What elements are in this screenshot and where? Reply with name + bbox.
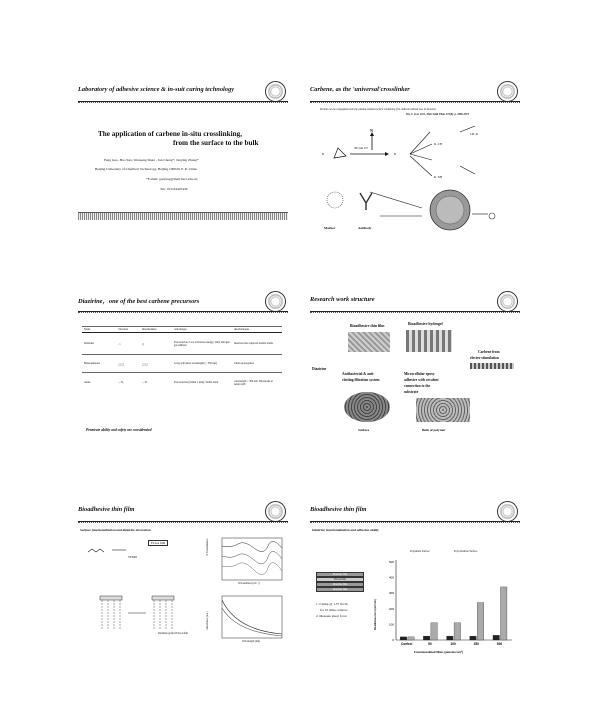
talk-title-line2: from the surface to the bulk bbox=[173, 139, 259, 147]
university-seal-icon bbox=[497, 81, 518, 102]
path-2 bbox=[410, 144, 432, 154]
footer-band bbox=[78, 212, 288, 220]
brush-chains-2 bbox=[154, 600, 172, 630]
slide-header: Carbene, as the 'universal'crosslinker bbox=[310, 86, 410, 93]
header-rule bbox=[78, 101, 288, 103]
carbene-label: Carbene from bbox=[478, 350, 500, 354]
r2-label: R bbox=[394, 152, 397, 156]
row-name: Azide bbox=[82, 373, 116, 393]
step-1b: for 10 mins, remove bbox=[320, 608, 348, 612]
slide-header: Diazirine，one of the best carbene precursors bbox=[78, 298, 200, 305]
monomer-glyph bbox=[88, 549, 104, 552]
brush-chains-1 bbox=[102, 600, 120, 630]
bar-polydiazirine-50 bbox=[431, 623, 437, 640]
chart-xlabel: Functionalized films (μmoles/cm²) bbox=[414, 650, 464, 654]
epoxy-label-4: substrate bbox=[404, 390, 419, 394]
telephone: Tel.: 010-64425439 bbox=[160, 187, 188, 191]
affiliation: Beijing University of Chemical Technology, Beijing 100029, P. R. China bbox=[95, 167, 198, 171]
uv-label: 365 nm UV bbox=[354, 146, 369, 150]
marker-molecule bbox=[327, 192, 343, 208]
slide-header: Research work structure bbox=[310, 296, 375, 303]
intermediate-glyph: ◯◯ bbox=[140, 355, 172, 373]
row-advantages: Long activation wavelength (~ 350 nm) bbox=[172, 355, 232, 373]
layer-3: Diazirine film bbox=[316, 582, 364, 587]
uv-trace-2 bbox=[222, 608, 282, 636]
protein-note: Protein can be conjugated onto the plasma-treated surface containing free radicals without loss its function. bbox=[320, 108, 437, 111]
electrode-image bbox=[470, 363, 514, 369]
row-disadvantages: Chain propagation bbox=[232, 355, 282, 373]
y-tick-label: 200 bbox=[388, 606, 394, 611]
y-tick-label: 100 bbox=[388, 622, 394, 627]
filter-disc-image bbox=[344, 392, 390, 422]
row-advantages: Fast reaction; Low activation energy; Only nitrogen gas emitted bbox=[172, 333, 232, 355]
diazirine-label: Diazirine bbox=[312, 367, 327, 371]
nh-label: R−NH bbox=[434, 175, 443, 179]
nanoparticle-core bbox=[436, 196, 464, 224]
chart-ylabel: Bioadhesion force (mN/cm²) bbox=[374, 599, 377, 630]
step-1: 1. Clamp @ 1.37 N/cm bbox=[316, 602, 348, 606]
header-rule bbox=[310, 101, 520, 103]
university-seal-icon bbox=[265, 291, 286, 312]
intermediate-glyph: ⟩⟨ bbox=[140, 333, 172, 355]
spectra-panels bbox=[216, 536, 286, 648]
structure-glyph: —N₃ bbox=[116, 373, 140, 393]
product-marker bbox=[489, 213, 495, 219]
email: *E-mail: guofeng@mail.buct.edu.cn; bbox=[146, 177, 199, 181]
row-advantages: Fast reaction (within 1 min); Stable bond bbox=[172, 373, 232, 393]
col-advantages: Advantages bbox=[172, 327, 232, 333]
bar-polyamine-50 bbox=[423, 636, 429, 640]
uv-ylabel: Absorbance (a.u.) bbox=[206, 611, 209, 630]
antibody-shape bbox=[360, 193, 372, 210]
row-name: Diazirine bbox=[82, 333, 116, 355]
assembly-arrow-2 bbox=[370, 192, 422, 208]
y-tick-label: 500 bbox=[388, 560, 394, 564]
r1-label: R bbox=[322, 152, 325, 156]
header-rule bbox=[78, 311, 288, 313]
slide-thin-film-surface bbox=[78, 500, 288, 660]
antibacterial-label: Antibacterial & anti- bbox=[342, 372, 375, 376]
structure-glyph: ◁ bbox=[116, 333, 140, 355]
ftir-trace-2 bbox=[222, 551, 282, 563]
ch2-label: R−CH bbox=[434, 142, 442, 146]
table-row bbox=[82, 333, 282, 355]
antibacterial-label-2: clotting filtration system bbox=[342, 378, 380, 382]
x-tick-label: 100 bbox=[450, 642, 456, 646]
legend-polydiazirine: Poly-diazirine Surface bbox=[454, 550, 478, 553]
slide-thin-film-adhesion bbox=[310, 500, 520, 660]
slide-title bbox=[78, 80, 288, 240]
adhesion-bar-chart bbox=[382, 556, 516, 650]
plga-box: PLGA film bbox=[148, 540, 168, 546]
row-disadvantages: Insertion into adjacent double bonds bbox=[232, 333, 282, 355]
bulk-label: Bulk of polymer bbox=[422, 428, 446, 432]
bar-polyamine-Control bbox=[400, 637, 406, 640]
legend-polyamine: Polyamine Surface bbox=[410, 550, 430, 553]
bar-polydiazirine-500 bbox=[500, 587, 506, 640]
ftir-xlabel: Wavenumber (cm⁻¹) bbox=[238, 582, 260, 585]
university-seal-icon bbox=[497, 291, 518, 312]
header-rule bbox=[310, 311, 520, 313]
bottom-label: Diazirine grafted PLGA film bbox=[158, 632, 188, 635]
epoxy-label: Microcellular epoxy bbox=[404, 372, 435, 376]
reaction-scheme bbox=[82, 538, 212, 638]
x-tick-label: 50 bbox=[428, 642, 432, 646]
university-seal-icon bbox=[265, 501, 286, 522]
university-seal-icon bbox=[265, 81, 286, 102]
tfmd-label: TFMD bbox=[128, 555, 137, 559]
ftir-trace-1 bbox=[222, 541, 282, 551]
university-seal-icon bbox=[497, 501, 518, 522]
path-1 bbox=[410, 132, 430, 154]
col-intermediates: Intermediates bbox=[140, 327, 172, 333]
x-tick-label: Control bbox=[401, 642, 413, 646]
carbene-scheme bbox=[310, 118, 520, 240]
y-tick-label: 400 bbox=[388, 575, 394, 580]
ftir-frame bbox=[222, 538, 282, 580]
slide-subtitle: Diazirine functionalization and adhesion ability bbox=[312, 528, 379, 532]
uv-arrowhead bbox=[385, 152, 389, 156]
authors: Feng Guo, Hao Sun, Wenpeng Duan , Jun Cheng*, Junying Zhang* bbox=[104, 158, 199, 162]
bar-polydiazirine-Control bbox=[408, 637, 414, 640]
precursor-table bbox=[82, 326, 282, 393]
ch-label: CH−R bbox=[470, 132, 478, 136]
film-block-2 bbox=[152, 596, 174, 600]
hydrogel-image bbox=[406, 330, 452, 352]
structure-glyph: ◯◯ bbox=[116, 355, 140, 373]
step-2: 2. Measure shear force bbox=[316, 614, 347, 618]
film-image bbox=[348, 332, 390, 352]
slide-research-structure bbox=[310, 290, 520, 450]
film-block-1 bbox=[100, 596, 122, 600]
row-disadvantages: wavelength ~ 300 nm; Nitrenoide at neutral pH bbox=[232, 373, 282, 393]
hydrogel-label: Bioadhesive hydrogel bbox=[408, 322, 443, 326]
bar-polyamine-250 bbox=[470, 636, 476, 640]
slide-diazirine bbox=[78, 290, 288, 450]
col-name: Name bbox=[82, 327, 116, 333]
x-tick-label: 250 bbox=[473, 642, 479, 646]
n2-label: N bbox=[370, 128, 373, 133]
bar-polydiazirine-250 bbox=[477, 603, 483, 640]
film-label: Bioadhesive thin film bbox=[350, 324, 385, 328]
layer-4: Diazirine film bbox=[316, 587, 364, 592]
bar-polyamine-100 bbox=[447, 636, 453, 640]
col-disadvantages: disadvantages bbox=[232, 327, 282, 333]
carbene-label-2: electro-stimulation bbox=[470, 356, 499, 360]
y-tick-label: 300 bbox=[388, 591, 394, 596]
y-tick-label: 0 bbox=[392, 638, 394, 642]
header-rule bbox=[310, 521, 520, 523]
ftir-ylabel: % Transmittance bbox=[206, 538, 209, 556]
slide-carbene-crosslinker bbox=[310, 80, 520, 240]
x-tick-label: 500 bbox=[496, 642, 503, 646]
table-row bbox=[82, 373, 282, 393]
slide-header: Bioadhesive thin film bbox=[78, 506, 135, 513]
epoxy-foam-image bbox=[416, 398, 470, 422]
intermediate-glyph: —N: bbox=[140, 373, 172, 393]
layer-2: PLGA film bbox=[316, 577, 364, 582]
slide-subtitle: Surface functionalization and diazirine decoration bbox=[80, 528, 151, 532]
table-row bbox=[82, 355, 282, 373]
col-structure: Structure bbox=[116, 327, 140, 333]
slide-header: Laboratory of adhesive science & in-suit curing technology bbox=[78, 86, 235, 93]
diazirine-ring bbox=[334, 148, 346, 158]
slide-header: Bioadhesive thin film bbox=[310, 506, 367, 513]
marker-label: Marker bbox=[324, 226, 336, 230]
uv-xlabel: Wavelength (nm) bbox=[242, 640, 261, 643]
epoxy-label-2: adhesive with covalent bbox=[404, 378, 439, 382]
bond-2 bbox=[460, 166, 475, 174]
bar-polyamine-500 bbox=[493, 635, 499, 640]
antibody-label: Antibody bbox=[358, 226, 372, 230]
bar-polydiazirine-100 bbox=[454, 623, 460, 640]
header-rule bbox=[78, 521, 288, 523]
uv-frame bbox=[222, 596, 282, 638]
talk-title-line1: The application of carbene in-situ crosslinking, bbox=[98, 130, 243, 138]
surface-label: Surface bbox=[358, 428, 370, 432]
ftir-trace-3 bbox=[222, 563, 282, 575]
uv-trace-1 bbox=[222, 600, 282, 634]
layer-1: Diazirine film bbox=[316, 572, 364, 577]
diazirine-note: Penetrate ability and safety are considerated bbox=[86, 428, 152, 432]
row-name: Benzophenone bbox=[82, 355, 116, 373]
epoxy-label-3: connection to the bbox=[404, 384, 431, 388]
reference: Yin, Y. et al. 2011, Thin Solid Films 519(9): p. 2966-2973 bbox=[406, 113, 469, 116]
